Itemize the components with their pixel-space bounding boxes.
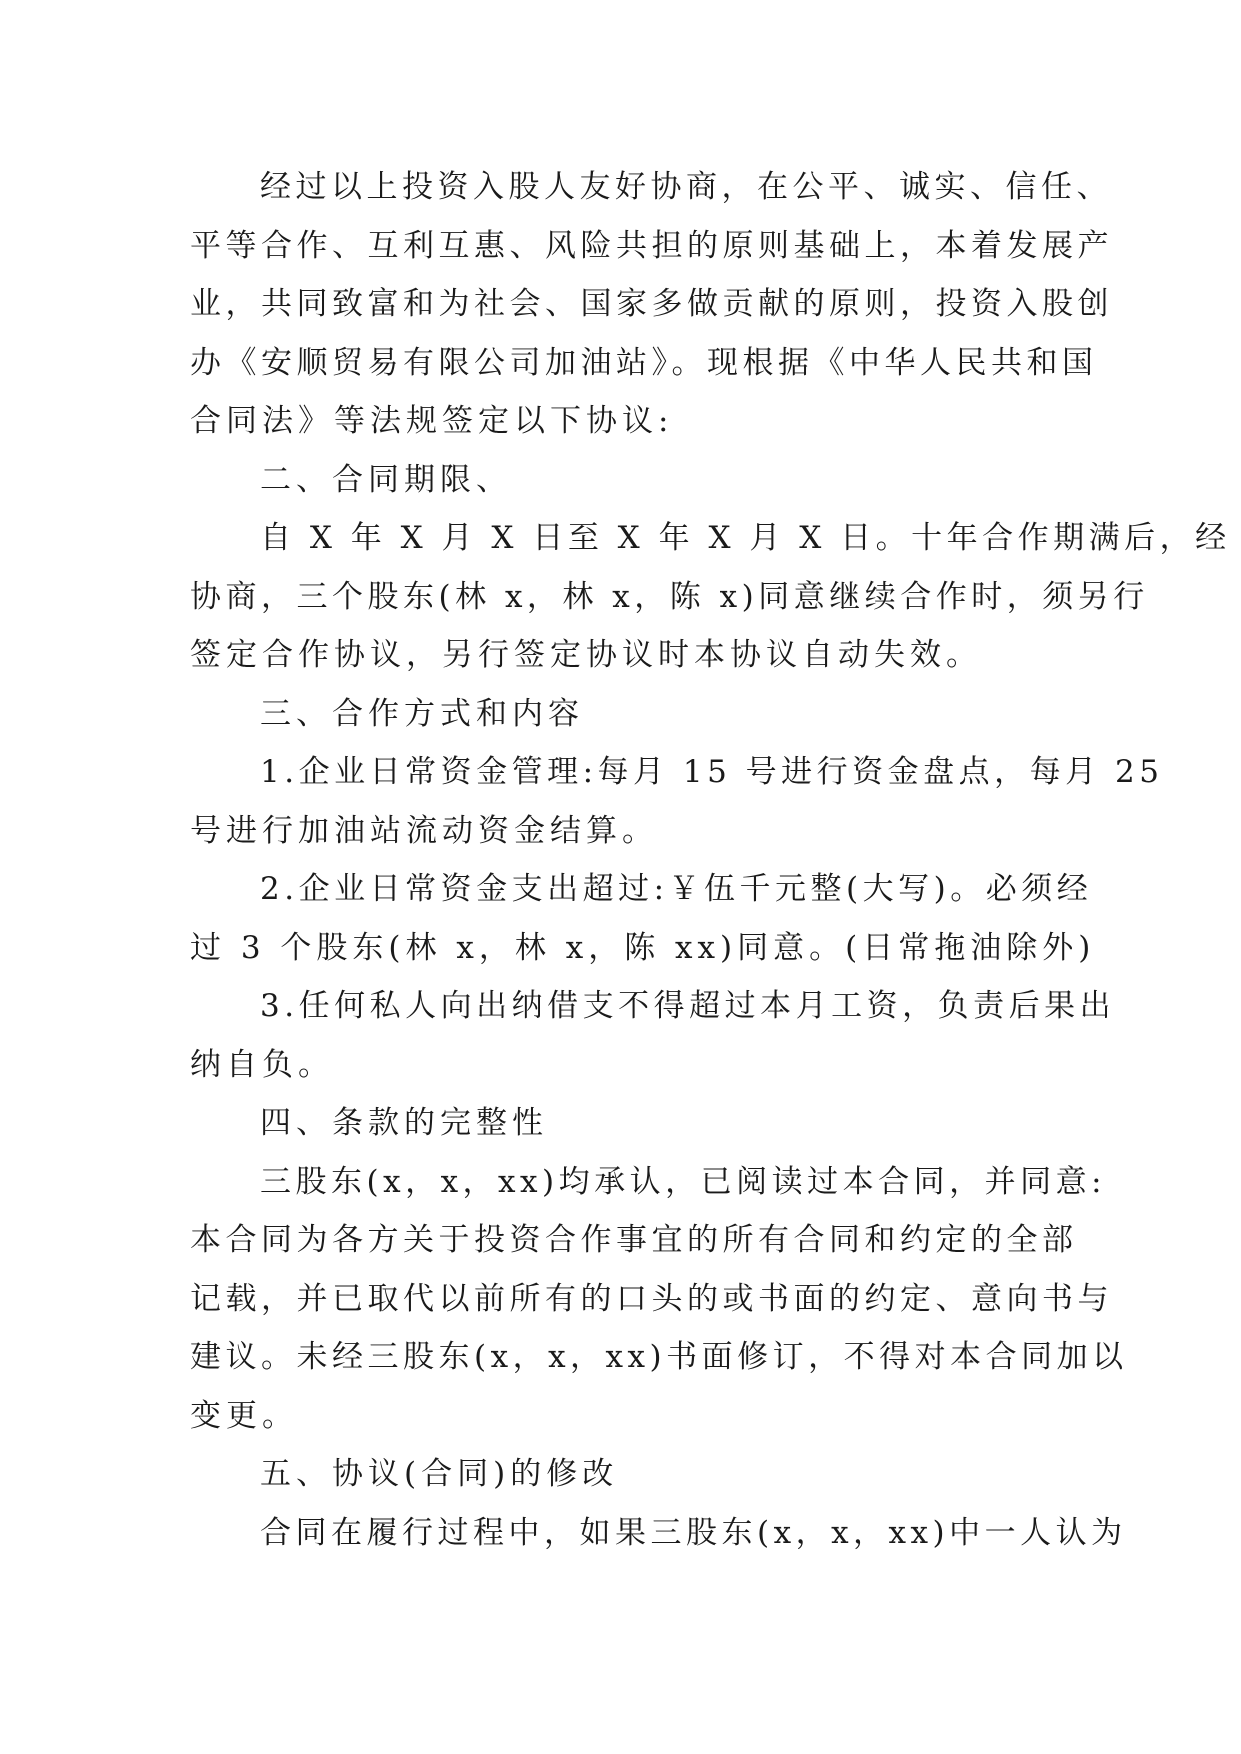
list-item-line: 1.企业日常资金管理:每月 15 号进行资金盘点，每月 25	[260, 754, 1164, 790]
list-item-line: 过 3 个股东(林 x，林 x，陈 xx)同意。(日常拖油除外)	[190, 929, 1096, 966]
list-item-line: 号进行加油站流动资金结算。	[190, 812, 658, 849]
list-item-line: 3.任何私人向出纳借支不得超过本月工资，负责后果出	[260, 988, 1116, 1024]
paragraph-line: 经过以上投资入股人友好协商，在公平、诚实、信任、	[260, 169, 1112, 205]
paragraph-line: 建议。未经三股东(x，x，xx)书面修订，不得对本合同加以	[190, 1339, 1128, 1375]
document-body	[190, 158, 1231, 1562]
section-heading: 五、协议(合同)的修改	[260, 1456, 619, 1492]
paragraph-line: 变更。	[190, 1397, 298, 1434]
paragraph-line: 记载，并已取代以前所有的口头的或书面的约定、意向书与	[190, 1280, 1113, 1317]
section-heading: 三、合作方式和内容	[260, 695, 584, 732]
paragraph-line: 本合同为各方关于投资合作事宜的所有合同和约定的全部	[190, 1222, 1078, 1258]
paragraph-line: 自 X 年 X 月 X 日至 X 年 X 月 X 日。十年合作期满后，经	[260, 520, 1231, 556]
paragraph-line: 平等合作、互利互惠、风险共担的原则基础上，本着发展产	[190, 227, 1113, 264]
paragraph-line: 合同法》等法规签定以下协议:	[190, 403, 674, 439]
paragraph-line: 业，共同致富和为社会、国家多做贡献的原则，投资入股创	[190, 286, 1113, 322]
list-item-line: 纳自负。	[190, 1046, 334, 1083]
paragraph-line: 签定合作协议，另行签定协议时本协议自动失效。	[190, 637, 982, 673]
paragraph-line: 合同在履行过程中，如果三股东(x，x，xx)中一人认为	[260, 1514, 1127, 1551]
list-item-line: 2.企业日常资金支出超过:￥伍千元整(大写)。必须经	[260, 871, 1093, 907]
paragraph-line: 办《安顺贸易有限公司加油站》。现根据《中华人民共和国	[190, 344, 1098, 381]
paragraph-line: 三股东(x，x，xx)均承认，已阅读过本合同，并同意:	[260, 1163, 1107, 1200]
paragraph-line: 协商，三个股东(林 x，林 x，陈 x)同意继续合作时，须另行	[190, 578, 1149, 615]
section-heading: 二、合同期限、	[260, 461, 512, 498]
section-heading: 四、条款的完整性	[260, 1105, 548, 1141]
